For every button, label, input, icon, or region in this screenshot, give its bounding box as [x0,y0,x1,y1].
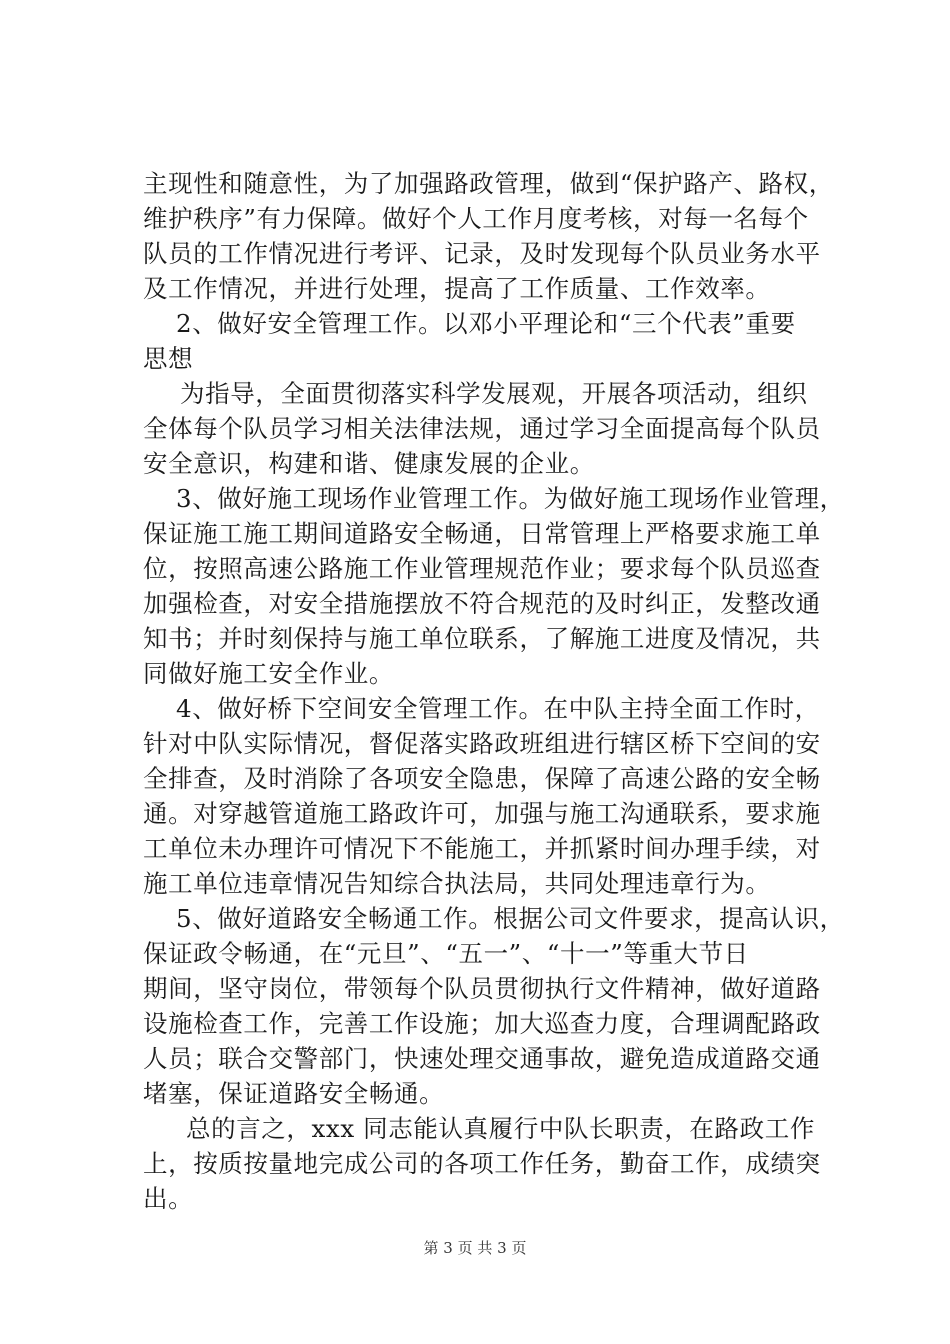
page-footer: 第 3 页 共 3 页 [423,1239,527,1257]
body-text-line: 工单位未办理许可情况下不能施工，并抓紧时间办理手续，对 [143,834,821,863]
body-text-line: 同做好施工安全作业。 [143,659,394,688]
body-text-line: 保证政令畅通，在“元旦”、“五一”、“十一”等重大节日 [143,939,749,968]
body-text-line: 维护秩序”有力保障。做好个人工作月度考核，对每一名每个 [143,204,809,233]
section-2-heading-line: 2、做好安全管理工作。以邓小平理论和“三个代表”重要 [176,309,796,338]
body-text-line: 安全意识，构建和谐、健康发展的企业。 [143,449,595,478]
body-text-line: 通。对穿越管道施工路政许可，加强与施工沟通联系，要求施 [143,799,821,828]
body-text-line: 出。 [143,1184,194,1213]
body-text-line: 保证施工施工期间道路安全畅通，日常管理上严格要求施工单 [143,519,821,548]
body-text-line: 全排查，及时消除了各项安全隐患，保障了高速公路的安全畅 [143,764,821,793]
body-text-line: 思想 [143,344,194,373]
body-text-line: 知书；并时刻保持与施工单位联系，了解施工进度及情况，共 [143,624,821,653]
section-4-heading-line: 4、做好桥下空间安全管理工作。在中队主持全面工作时， [176,694,820,723]
conclusion-first-line: 总的言之，xxx 同志能认真履行中队长职责，在路政工作 [186,1114,815,1143]
body-text-line: 施工单位违章情况告知综合执法局，共同处理违章行为。 [143,869,771,898]
body-text-line: 队员的工作情况进行考评、记录，及时发现每个队员业务水平 [143,239,821,268]
body-text-line: 针对中队实际情况，督促落实路政班组进行辖区桥下空间的安 [143,729,821,758]
section-5-heading-line: 5、做好道路安全畅通工作。根据公司文件要求，提高认识， [176,904,845,933]
body-text-line: 加强检查，对安全措施摆放不符合规范的及时纠正，发整改通 [143,589,821,618]
body-text-line: 期间，坚守岗位，带领每个队员贯彻执行文件精神，做好道路 [143,974,821,1003]
section-3-heading-line: 3、做好施工现场作业管理工作。为做好施工现场作业管理， [176,484,845,513]
body-text-line: 为指导，全面贯彻落实科学发展观，开展各项活动，组织 [180,379,808,408]
body-text-line: 及工作情况，并进行处理，提高了工作质量、工作效率。 [143,274,771,303]
body-text-line: 人员；联合交警部门，快速处理交通事故，避免造成道路交通 [143,1044,821,1073]
body-text-line: 位，按照高速公路施工作业管理规范作业；要求每个队员巡查 [143,554,821,583]
body-text-line: 上，按质按量地完成公司的各项工作任务，勤奋工作，成绩突 [143,1149,821,1178]
body-text-line: 堵塞，保证道路安全畅通。 [143,1079,445,1108]
body-text-line: 主现性和随意性，为了加强路政管理，做到“保护路产、路权， [143,169,834,198]
body-text-line: 全体每个队员学习相关法律法规，通过学习全面提高每个队员 [143,414,821,443]
body-text-line: 设施检查工作，完善工作设施；加大巡查力度，合理调配路政 [143,1009,821,1038]
